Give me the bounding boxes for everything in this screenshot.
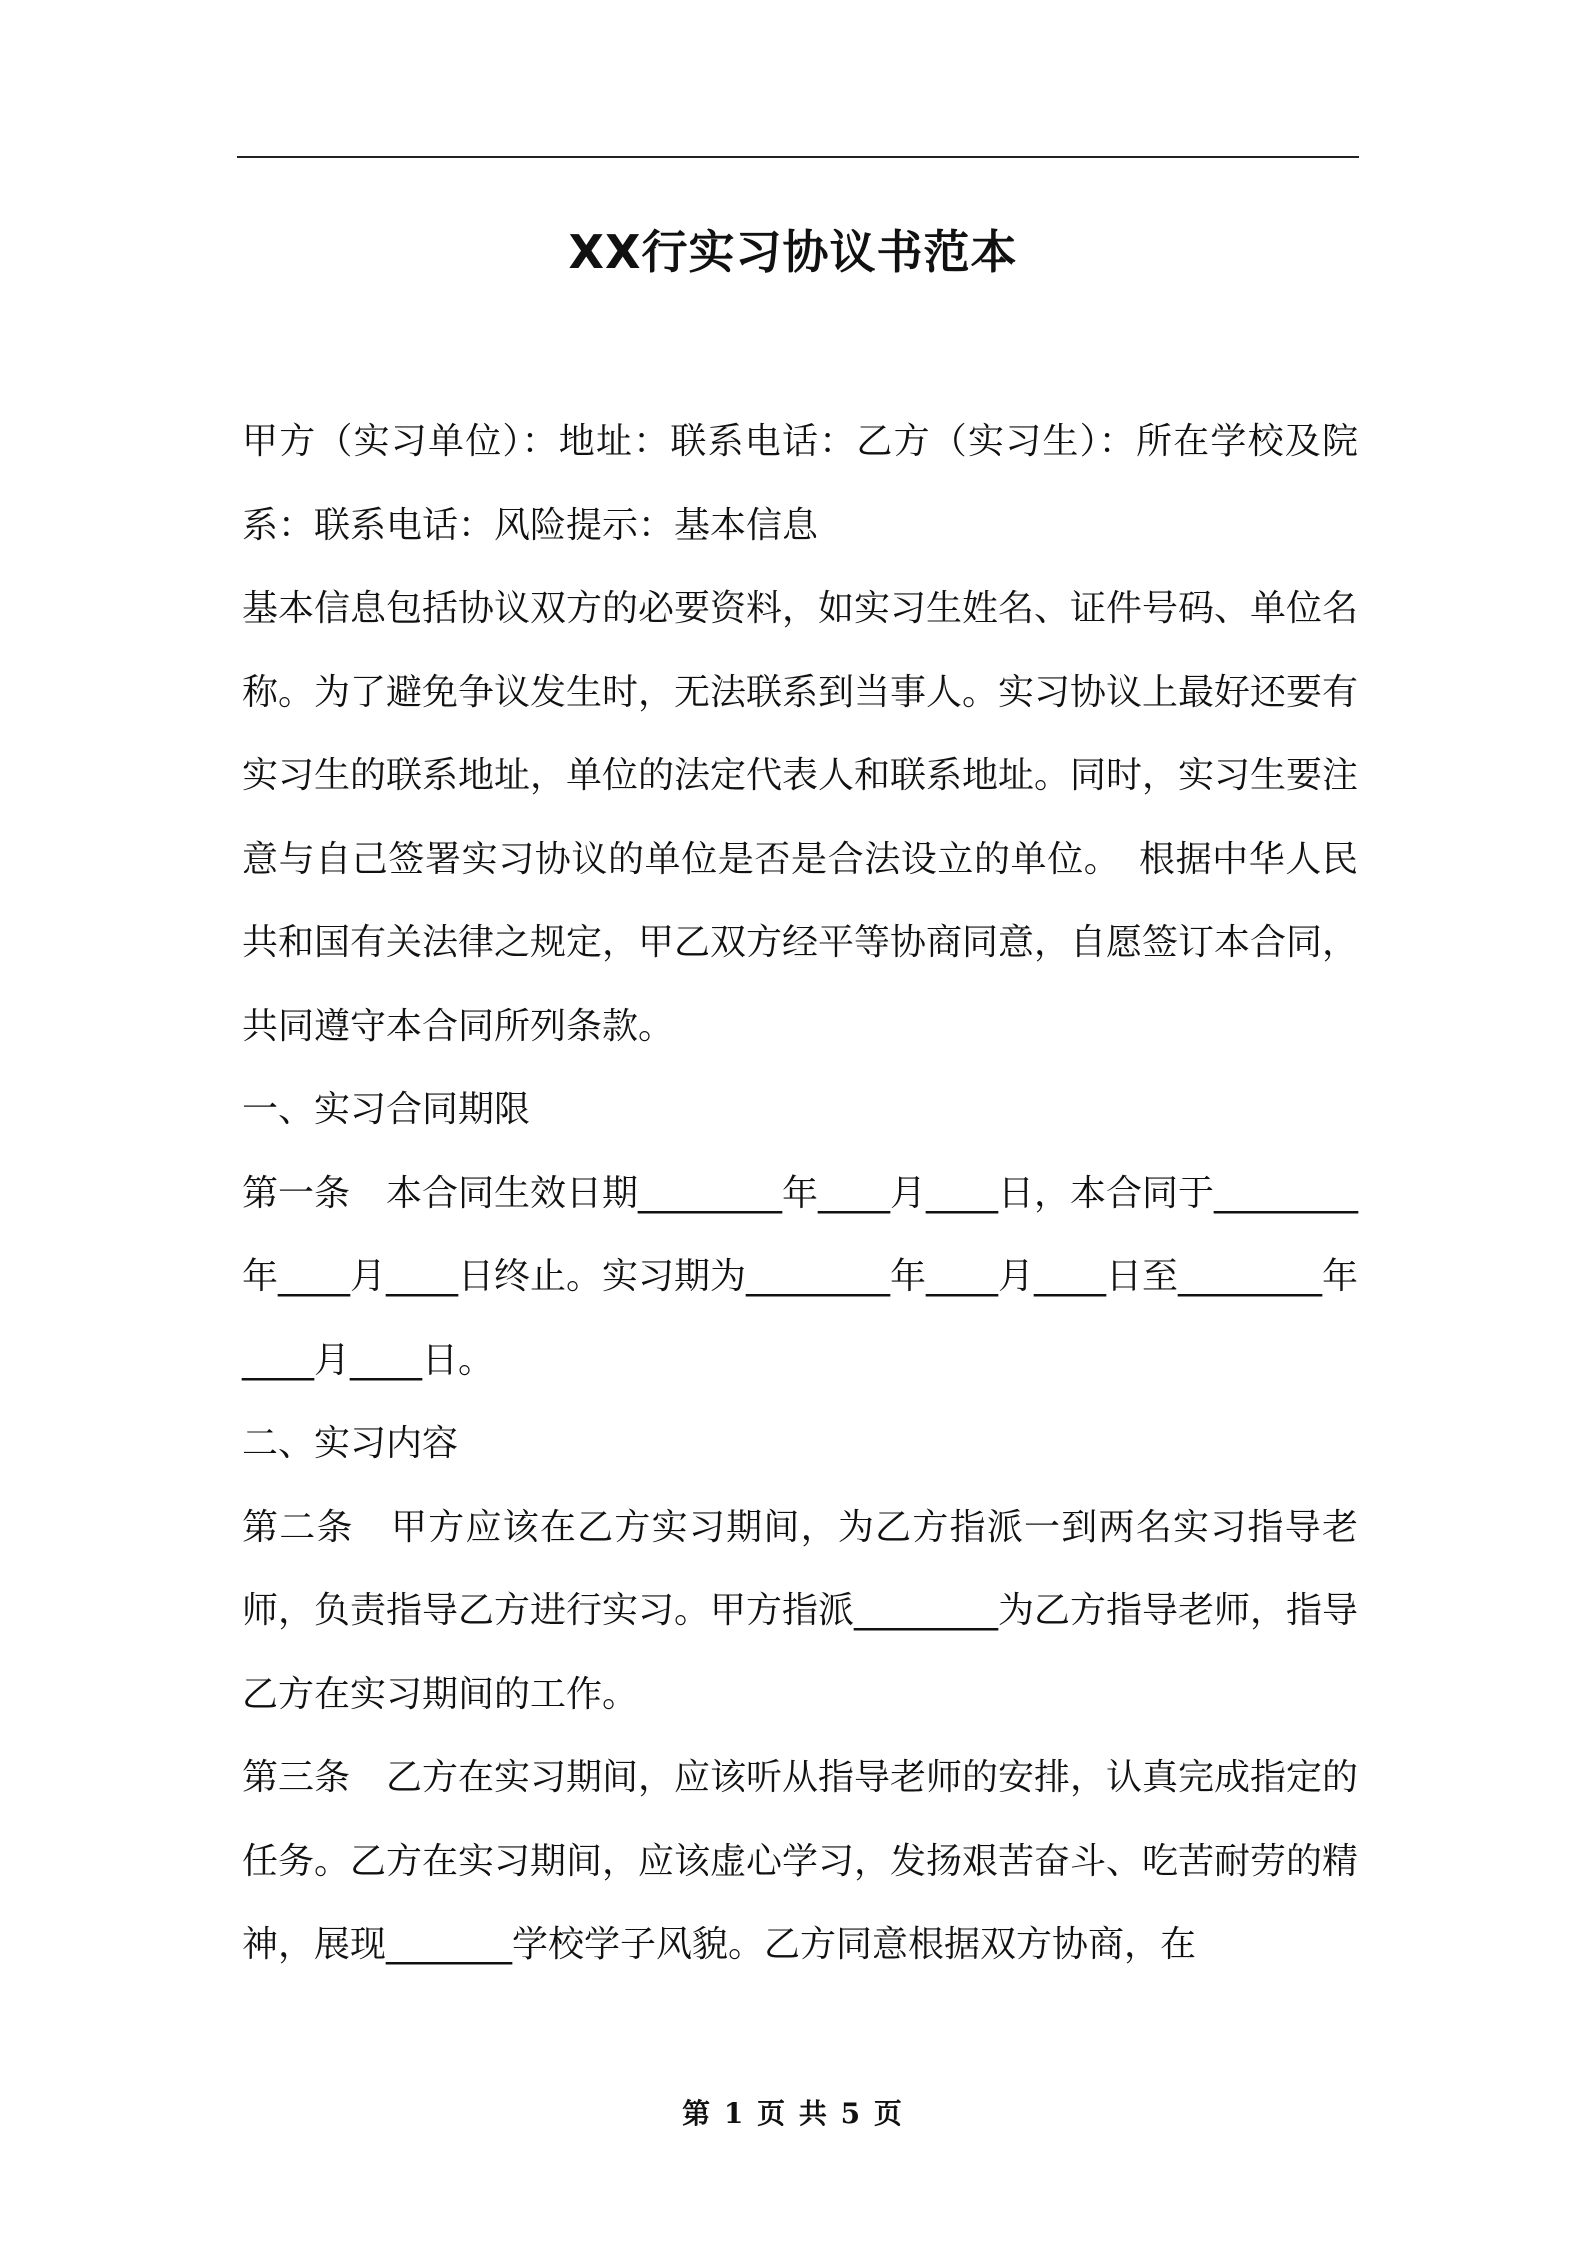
header-rule xyxy=(237,156,1359,158)
article-2-paragraph: 第二条 甲方应该在乙方实习期间，为乙方指派一到两名实习指导老师，负责指导乙方进行实习。甲方指派________为乙方指导老师，指导乙方在实习期间的工作。 xyxy=(242,1506,1359,1715)
section-heading-term: 一、实习合同期限 xyxy=(242,1089,531,1130)
basic-info-paragraph: 基本信息包括协议双方的必要资料，如实习生姓名、证件号码、单位名称。为了避免争议发生时，无法联系到当事人。实习协议上最好还要有实习生的联系地址，单位的法定代表人和联系地址。同时，实习生要注意与自己签署实习协议的单位是否是合法设立的单位。 根据中华人民共和国有关法律之规定，甲乙双方经平等协商同意，自愿签订本合同，共同遵守本合同所列条款。 xyxy=(242,588,1359,1047)
article-1-paragraph: 第一条 本合同生效日期________年____月____日，本合同于________年____月____日终止。实习期为________年____月____日至________年____月____日。 xyxy=(242,1172,1359,1381)
article-3-paragraph: 第三条 乙方在实习期间，应该听从指导老师的安排，认真完成指定的任务。乙方在实习期间，应该虚心学习，发扬艰苦奋斗、吃苦耐劳的精神，展现_______学校学子风貌。乙方同意根据双方协商，在 xyxy=(242,1757,1359,1965)
document-title: XX行实习协议书范本 xyxy=(568,225,1018,279)
document-body xyxy=(242,400,1358,1987)
page-number: 第 1 页 共 5 页 xyxy=(682,2097,904,2130)
section-heading-content: 二、实习内容 xyxy=(242,1423,459,1464)
parties-paragraph: 甲方（实习单位）：地址：联系电话：乙方（实习生）：所在学校及院系：联系电话：风险提示：基本信息 xyxy=(242,421,1358,546)
